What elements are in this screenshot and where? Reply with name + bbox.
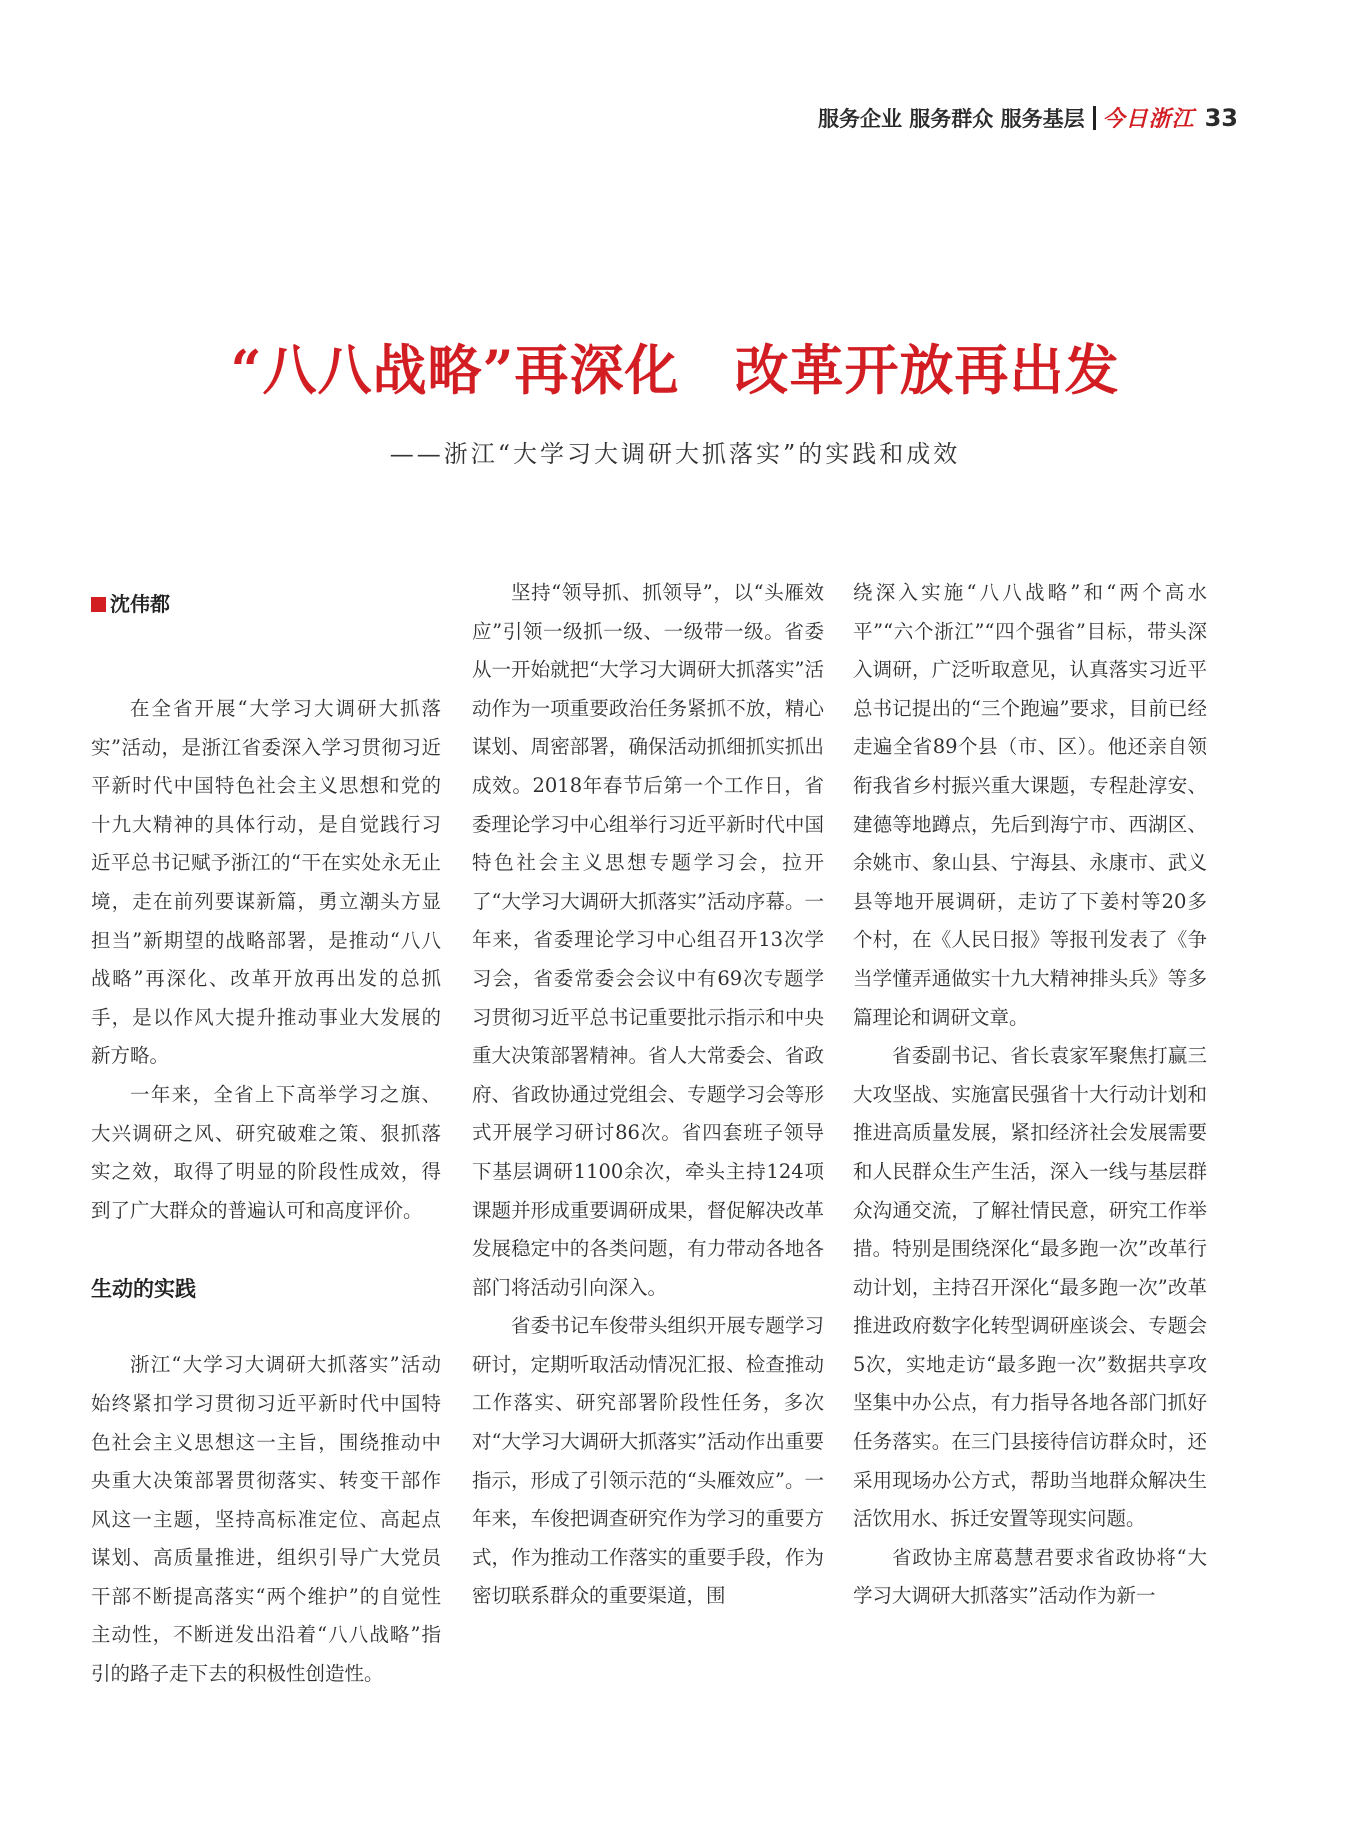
header-divider [1093,106,1096,130]
author-name: 沈伟都 [110,592,170,616]
paragraph: 省政协主席葛慧君要求省政协将“大学习大调研大抓落实”活动作为新一 [853,1545,1207,1608]
magazine-logo: 今日浙江 [1102,106,1195,132]
text-column-3 [853,574,1207,1616]
header-slogan: 服务企业 服务群众 服务基层 [817,106,1085,131]
text-column-2 [472,574,824,1616]
paragraph: 在全省开展“大学习大调研大抓落实”活动，是浙江省委深入学习贯彻习近平新时代中国特色社会主义思想和党的十九大精神的具体行动，是自觉践行习近平总书记赋予浙江的“干在实处永无止境，走在前列要谋新篇，勇立潮头方显担当”新期望的战略部署，是推动“八八战略”再深化、改革开放再出发的总抓手，是以作风大提升推动事业大发展的新方略。 [91,697,441,1068]
page-number: 33 [1204,103,1238,132]
text-column-1 [91,574,441,1694]
page-header [818,102,1238,133]
author-byline [91,574,441,634]
paragraph: 浙江“大学习大调研大抓落实”活动始终紧扣学习贯彻习近平新时代中国特色社会主义思想这一主旨，围绕推动中央重大决策部署贯彻落实、转变干部作风这一主题，坚持高标准定位、高起点谋划、高质量推进，组织引导广大党员干部不断提高落实“两个维护”的自觉性主动性，不断迸发出沿着“八八战略”指引的路子走下去的积极性创造性。 [91,1353,441,1686]
red-square-icon [91,597,106,612]
paragraph: 绕深入实施“八八战略”和“两个高水平”“六个浙江”“四个强省”目标，带头深入调研，广泛听取意见，认真落实习近平总书记提出的“三个跑遍”要求，目前已经走遍全省89个县（市、区）。他还亲自领衔我省乡村振兴重大课题，专程赴淳安、建德等地蹲点，先后到海宁市、西湖区、余姚市、象山县、宁海县、永康市、武义县等地开展调研，走访了下姜村等20多个村，在《人民日报》等报刊发表了《争当学懂弄通做实十九大精神排头兵》等多篇理论和调研文章。 [853,581,1207,1029]
paragraph: 一年来，全省上下高举学习之旗、大兴调研之风、研究破难之策、狠抓落实之效，取得了明显的阶段性成效，得到了广大群众的普遍认可和高度评价。 [91,1082,441,1222]
article-title: “八八战略”再深化 改革开放再出发 [230,338,1120,402]
paragraph: 坚持“领导抓、抓领导”，以“头雁效应”引领一级抓一级、一级带一级。省委从一开始就把“大学习大调研大抓落实”活动作为一项重要政治任务紧抓不放，精心谋划、周密部署，确保活动抓细抓实抓出成效。2018年春节后第一个工作日，省委理论学习中心组举行习近平新时代中国特色社会主义思想专题学习会，拉开了“大学习大调研大抓落实”活动序幕。一年来，省委理论学习中心组召开13次学习会，省委常委会会议中有69次专题学习贯彻习近平总书记重要批示指示和中央重大决策部署精神。省人大常委会、省政府、省政协通过党组会、专题学习会等形式开展学习研讨86次。省四套班子领导下基层调研1100余次，牵头主持124项课题并形成重要调研成果，督促解决改革发展稳定中的各类问题，有力带动各地各部门将活动引向深入。 [472,581,824,1299]
paragraph: 省委书记车俊带头组织开展专题学习研讨，定期听取活动情况汇报、检查推动工作落实、研究部署阶段性任务，多次对“大学习大调研大抓落实”活动作出重要指示，形成了引领示范的“头雁效应”。一年来，车俊把调查研究作为学习的重要方式，作为推动工作落实的重要手段，作为密切联系群众的重要渠道，围 [472,1314,824,1608]
section-heading: 生动的实践 [91,1277,196,1302]
paragraph: 省委副书记、省长袁家军聚焦打赢三大攻坚战、实施富民强省十大行动计划和推进高质量发展，紧扣经济社会发展需要和人民群众生产生活，深入一线与基层群众沟通交流，了解社情民意，研究工作举措。特别是围绕深化“最多跑一次”改革行动计划，主持召开深化“最多跑一次”改革推进政府数字化转型调研座谈会、专题会5次，实地走访“最多跑一次”数据共享攻坚集中办公点，有力指导各地各部门抓好任务落实。在三门县接待信访群众时，还采用现场办公方式，帮助当地群众解决生活饮用水、拆迁安置等现实问题。 [853,1044,1207,1531]
article-subtitle: ——浙江“大学习大调研大抓落实”的实践和成效 [389,440,961,468]
